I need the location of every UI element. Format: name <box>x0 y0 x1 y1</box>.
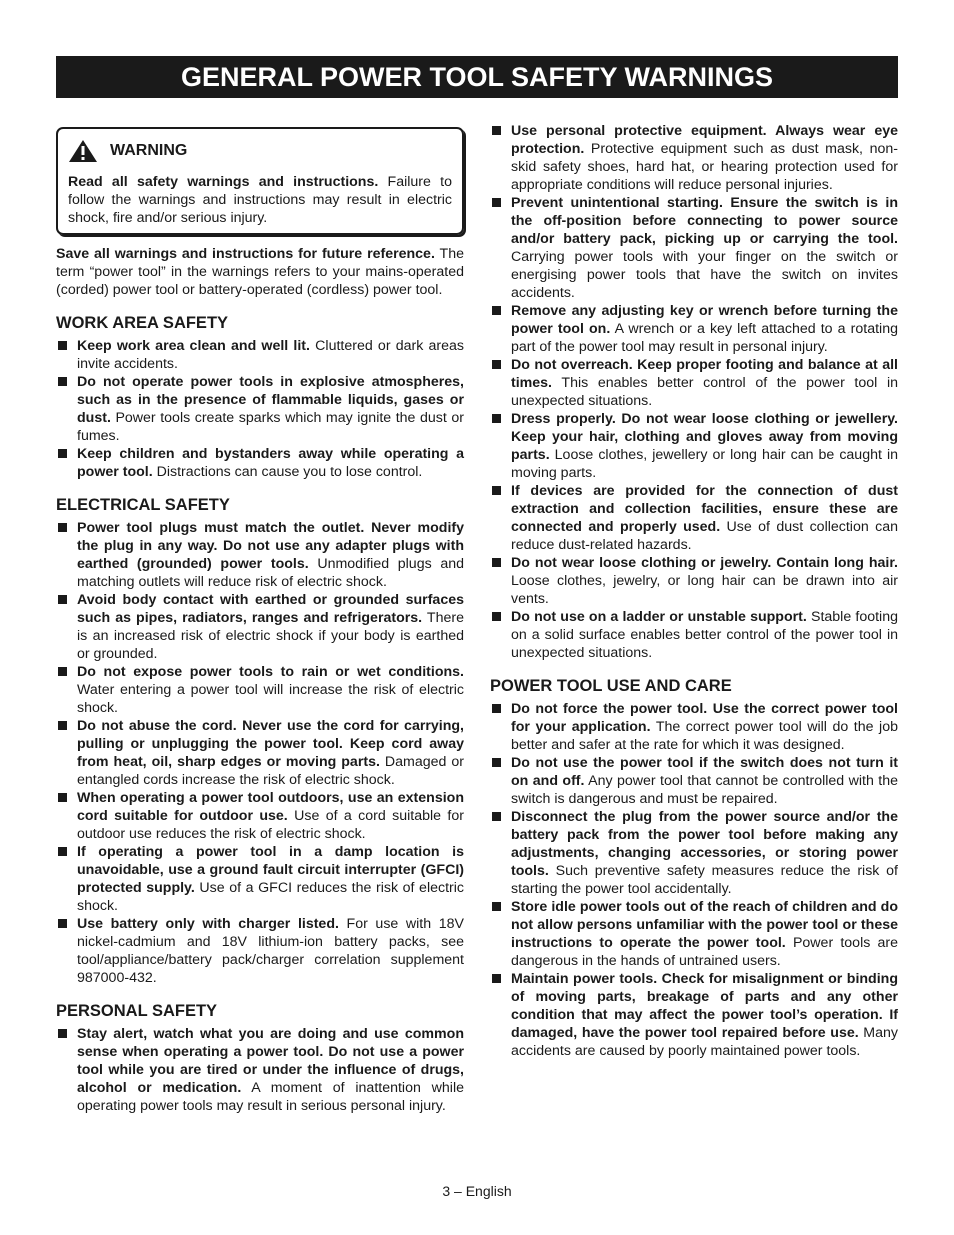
item-bold: Stay alert, watch what you are doing and use common sense when operating a power tool. Do not use a power tool while you are tired or under the influence of drugs, alcohol or medication. <box>77 1026 464 1096</box>
bullet-square-icon <box>58 341 67 350</box>
item-bold: Do not operate power tools in explosive atmospheres, such as in the presence of flammable liquids, gases or dust. <box>77 374 464 426</box>
item-bold: Do not wear loose clothing or jewelry. Contain long hair. <box>511 555 898 571</box>
list-item <box>490 482 898 554</box>
item-bold: Disconnect the plug from the power source and/or the battery pack from the power tool before making any adjustments, changing accessories, or storing power tools. <box>511 809 898 879</box>
list-item <box>56 843 464 915</box>
item-text: Unmodified plugs and matching outlets will reduce risk of electric shock. <box>77 556 464 590</box>
list-item <box>56 663 464 717</box>
bullet-square-icon <box>58 847 67 856</box>
bullet-square-icon <box>58 377 67 386</box>
intro-body: The term “power tool” in the warnings refers to your mains-operated (corded) power tool or battery-operated (cordless) power tool. <box>56 246 465 298</box>
item-bold: Do not use the power tool if the switch does not turn it on and off. <box>511 755 898 789</box>
item-text: Loose clothes, jewelry, or long hair can be drawn into air vents. <box>511 573 898 607</box>
item-text: A moment of inattention while operating power tools may result in serious personal injury. <box>77 1080 464 1114</box>
item-text: Loose clothes, jewellery or long hair can be caught in moving parts. <box>511 447 898 481</box>
list-item <box>490 970 898 1060</box>
page-title: GENERAL POWER TOOL SAFETY WARNINGS <box>56 56 898 98</box>
list-item <box>490 608 898 662</box>
bullet-square-icon <box>492 306 501 315</box>
bullet-square-icon <box>492 126 501 135</box>
item-text: For use with 18V nickel-cadmium and 18V lithium-ion battery packs, see tool/appliance/battery pack/charger correlation supplement 987000-432. <box>77 916 464 986</box>
item-bold: Maintain power tools. Check for misalignment or binding of moving parts, breakage of parts and any other condition that may affect the power tool’s operation. If damaged, have the power tool repaired before use. <box>511 971 898 1041</box>
bullet-square-icon <box>58 793 67 802</box>
electrical-list <box>56 519 464 987</box>
bullet-square-icon <box>58 721 67 730</box>
work-area-list <box>56 337 464 481</box>
warning-triangle-icon <box>68 139 98 163</box>
left-column <box>56 127 464 1115</box>
item-bold: Do not abuse the cord. Never use the cord for carrying, pulling or unplugging the power tool. Keep cord away from heat, oil, sharp edges or moving parts. <box>77 718 464 770</box>
item-text: Power tools are dangerous in the hands of untrained users. <box>511 935 899 969</box>
item-bold: If operating a power tool in a damp location is unavoidable, use a ground fault circuit interrupter (GFCI) protected supply. <box>77 844 464 896</box>
personal-list-left <box>56 1025 464 1115</box>
warning-heading <box>68 139 452 163</box>
intro-paragraph <box>56 245 464 299</box>
item-text: A wrench or a key left attached to a rotating part of the power tool may result in personal injury. <box>511 321 898 355</box>
list-item <box>490 554 898 608</box>
item-text: Water entering a power tool will increase the risk of electric shock. <box>77 682 464 716</box>
item-text: Cluttered or dark areas invite accidents. <box>77 338 464 372</box>
item-text: Protective equipment such as dust mask, non-skid safety shoes, hard hat, or hearing protection used for appropriate conditions will reduce personal injuries. <box>511 141 898 193</box>
section-heading-personal: PERSONAL SAFETY <box>56 1002 218 1020</box>
bullet-square-icon <box>492 902 501 911</box>
list-item <box>56 915 464 987</box>
list-item <box>56 445 464 481</box>
item-bold: If devices are provided for the connection of dust extraction and collection facilities, ensure these are connected and properly used. <box>511 483 898 535</box>
warning-label: WARNING <box>110 142 188 159</box>
item-bold: Do not expose power tools to rain or wet conditions. <box>77 664 464 680</box>
item-text: There is an increased risk of electric shock if your body is earthed or grounded. <box>77 610 464 662</box>
bullet-square-icon <box>58 595 67 604</box>
item-text: Many accidents are caused by poorly maintained power tools. <box>511 1025 898 1059</box>
list-item <box>490 410 898 482</box>
item-text: Carrying power tools with your finger on the switch or energising power tools that have the switch on invites accidents. <box>511 249 898 301</box>
warning-text <box>68 173 452 227</box>
item-bold: Use personal protective equipment. Always wear eye protection. <box>511 123 898 157</box>
bullet-square-icon <box>58 523 67 532</box>
list-item <box>490 356 898 410</box>
list-item <box>56 373 464 445</box>
list-item <box>56 717 464 789</box>
bullet-square-icon <box>58 919 67 928</box>
warning-box <box>56 127 464 235</box>
bullet-square-icon <box>58 449 67 458</box>
bullet-square-icon <box>58 1029 67 1038</box>
list-item <box>56 789 464 843</box>
bullet-square-icon <box>492 486 501 495</box>
bullet-square-icon <box>492 360 501 369</box>
bullet-square-icon <box>492 758 501 767</box>
section-heading-use-care: POWER TOOL USE AND CARE <box>490 677 732 695</box>
intro-bold: Save all warnings and instructions for future reference. <box>56 246 435 262</box>
item-bold: Do not force the power tool. Use the correct power tool for your application. <box>511 701 898 735</box>
section-heading-electrical: ELECTRICAL SAFETY <box>56 496 230 514</box>
item-text: Distractions can cause you to lose control. <box>152 464 423 480</box>
bullet-square-icon <box>492 812 501 821</box>
list-item <box>490 808 898 898</box>
item-text: Any power tool that cannot be controlled with the switch is dangerous and must be repaired. <box>511 773 898 807</box>
warning-body: Failure to follow the warnings and instructions may result in electric shock, fire and/or serious injury. <box>68 174 452 226</box>
list-item <box>490 754 898 808</box>
item-text: Damaged or entangled cords increase the risk of electric shock. <box>77 754 464 788</box>
list-item <box>490 898 898 970</box>
use-care-list <box>490 700 898 1060</box>
item-bold: Avoid body contact with earthed or grounded surfaces such as pipes, radiators, ranges and refrigerators. <box>77 592 464 626</box>
bullet-square-icon <box>492 704 501 713</box>
item-text: Stable footing on a solid surface enables better control of the power tool in unexpected situations. <box>511 609 898 661</box>
bullet-square-icon <box>58 667 67 676</box>
item-text: This enables better control of the power tool in unexpected situations. <box>511 375 898 409</box>
item-bold: Do not use on a ladder or unstable support. <box>511 609 807 625</box>
item-bold: Use battery only with charger listed. <box>77 916 339 932</box>
item-bold: When operating a power tool outdoors, use an extension cord suitable for outdoor use. <box>77 790 464 824</box>
list-item <box>490 194 898 302</box>
list-item <box>56 519 464 591</box>
warning-bold: Read all safety warnings and instructions. <box>68 174 379 190</box>
bullet-square-icon <box>492 974 501 983</box>
item-bold: Power tool plugs must match the outlet. Never modify the plug in any way. Do not use any adapter plugs with earthed (grounded) power tools. <box>77 520 464 572</box>
list-item <box>56 591 464 663</box>
item-bold: Keep children and bystanders away while operating a power tool. <box>77 446 464 480</box>
bullet-square-icon <box>492 558 501 567</box>
item-text: Use of dust collection can reduce dust-related hazards. <box>511 519 898 553</box>
right-column <box>490 122 898 1060</box>
list-item <box>56 337 464 373</box>
item-text: Use of a GFCI reduces the risk of electric shock. <box>77 880 464 914</box>
item-text: Use of a cord suitable for outdoor use reduces the risk of electric shock. <box>77 808 464 842</box>
item-text: Such preventive safety measures reduce the risk of starting the power tool accidentally. <box>511 863 898 897</box>
item-bold: Store idle power tools out of the reach of children and do not allow persons unfamiliar with the power tool or these instructions to operate the power tool. <box>511 899 898 951</box>
list-item <box>490 700 898 754</box>
page-footer: 3 – English <box>442 1183 512 1199</box>
item-bold: Prevent unintentional starting. Ensure the switch is in the off-position before connecting to power source and/or battery pack, picking up or carrying the tool. <box>511 195 898 247</box>
item-bold: Keep work area clean and well lit. <box>77 338 310 354</box>
list-item <box>56 1025 464 1115</box>
item-text: The correct power tool will do the job better and safer at the rate for which it was designed. <box>511 719 898 753</box>
list-item <box>490 302 898 356</box>
item-text: Power tools create sparks which may ignite the dust or fumes. <box>77 410 464 444</box>
personal-list-right <box>490 122 898 662</box>
list-item <box>490 122 898 194</box>
bullet-square-icon <box>492 198 501 207</box>
item-bold: Remove any adjusting key or wrench before turning the power tool on. <box>511 303 898 337</box>
item-bold: Do not overreach. Keep proper footing and balance at all times. <box>511 357 898 391</box>
bullet-square-icon <box>492 414 501 423</box>
item-bold: Dress properly. Do not wear loose clothing or jewellery. Keep your hair, clothing and gloves away from moving parts. <box>511 411 898 463</box>
section-heading-work-area: WORK AREA SAFETY <box>56 314 229 332</box>
bullet-square-icon <box>492 612 501 621</box>
